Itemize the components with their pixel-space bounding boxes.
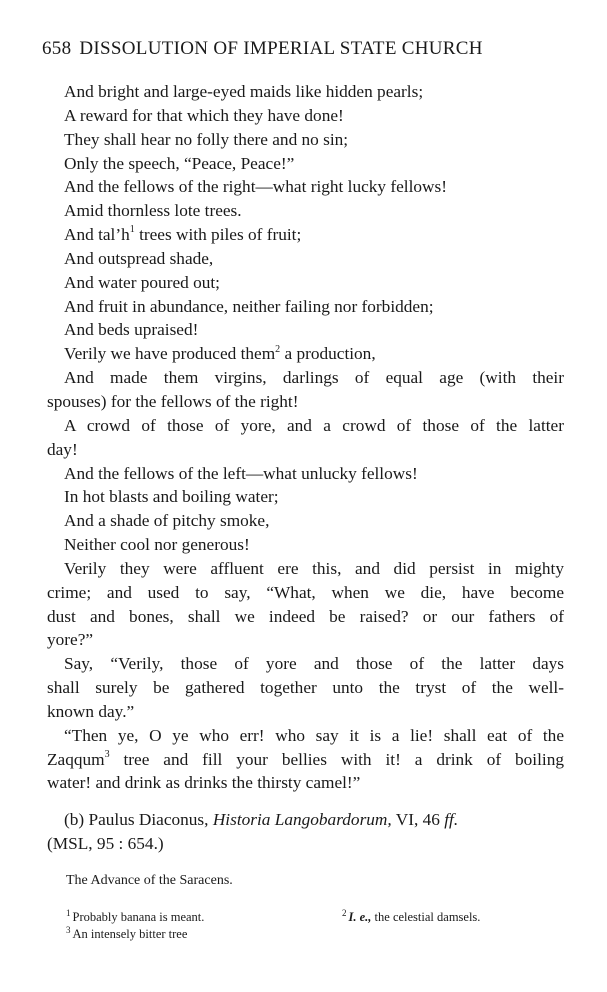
verse-line: And bright and large-eyed maids like hidden pearls; [64,82,424,101]
footnote-ref: 3 [104,748,110,760]
source-ff: ff. [444,810,459,830]
source-citation: (MSL, 95 : 654.) [47,834,164,854]
source-work: Historia Langobardorum, [212,810,392,830]
verse-line: And the fellows of the right—what right lucky fellows! [64,177,447,197]
footnote-abbrev: I. e., [348,910,372,924]
footnote-1 [66,907,205,924]
verse-line: yore?” [47,630,94,650]
footnote-row [66,909,546,926]
verse-line: Amid thornless lote trees. [64,201,242,221]
source-ref: VI, 46 [395,810,440,830]
verse-line: And a shade of pitchy smoke, [64,511,270,531]
verse-line [47,748,564,772]
verse-line: known day.” [47,701,135,721]
verse-line: A crowd of those of yore, and a crowd of those of the latter [64,415,564,435]
footnote-3 [66,924,188,941]
verse-line: Say, “Verily, those of yore and those of the latter days [64,654,564,674]
verse-text: And tal’h [64,225,130,245]
verse-line: And the fellows of the left—what unlucky fellows! [64,463,418,483]
verse-line: shall surely be gathered together unto the tryst of the well- [47,678,564,698]
verse-line: A reward for that which they have done! [64,105,344,125]
verse-line: dust and bones, shall we indeed be raised? or our fathers of [47,606,564,626]
text-body [47,80,564,856]
footnote-row [66,926,546,943]
verse-line: And made them virgins, darlings of equal age (with their [64,368,564,388]
footnote-mark: 3 [66,924,71,935]
verse-text: Verily we have produced them [64,344,276,364]
verse-line: They shall hear no folly there and no sin; [64,129,349,149]
footnote-text: Probably banana is meant. [72,910,205,924]
verse-line: In hot blasts and boiling water; [64,487,279,507]
page-number: 658 [42,38,72,59]
verse-line [47,223,564,247]
verse-line: Only the speech, “Peace, Peace!” [64,153,295,173]
verse-line: crime; and used to say, “What, when we die, have become [47,582,564,602]
running-title: DISSOLUTION OF IMPERIAL STATE CHURCH [79,38,483,59]
source-label: (b) Paulus Diaconus, [64,810,209,830]
running-header [42,38,562,60]
source-heading [47,808,564,832]
footnote-mark: 1 [66,907,71,918]
footnote-2 [342,909,480,926]
verse-line: water! and drink as drinks the thirsty camel!” [47,773,361,793]
verse-line: spouses) for the fellows of the right! [47,391,299,411]
verse-text: a production, [280,344,376,364]
verse-line [47,342,564,366]
verse-line: And beds upraised! [64,320,199,340]
section-intro: The Advance of the Saracens. [66,873,233,888]
verse-line: And water poured out; [64,272,220,292]
verse-text: trees with piles of fruit; [134,225,302,245]
verse-text: Zaqqum [47,749,105,769]
verse-line: And outspread shade, [64,248,214,268]
verse-line: Neither cool nor generous! [64,535,250,555]
verse-text: tree and fill your bellies with it! a drink of boiling [109,749,564,769]
verse-line: And fruit in abundance, neither failing nor forbidden; [64,296,434,316]
verse-line: Verily they were affluent ere this, and did persist in mighty [64,558,564,578]
footnote-ref: 2 [275,343,281,355]
spacer [47,795,564,808]
verse-line: day! [47,439,78,459]
footnotes [66,909,546,943]
footnote-ref: 1 [129,224,135,236]
verse-line: “Then ye, O ye who err! who say it is a lie! shall eat of the [64,725,564,745]
footnote-text: the celestial damsels. [371,910,481,924]
footnote-mark: 2 [342,907,347,918]
footnote-text: An intensely bitter tree [72,927,188,941]
